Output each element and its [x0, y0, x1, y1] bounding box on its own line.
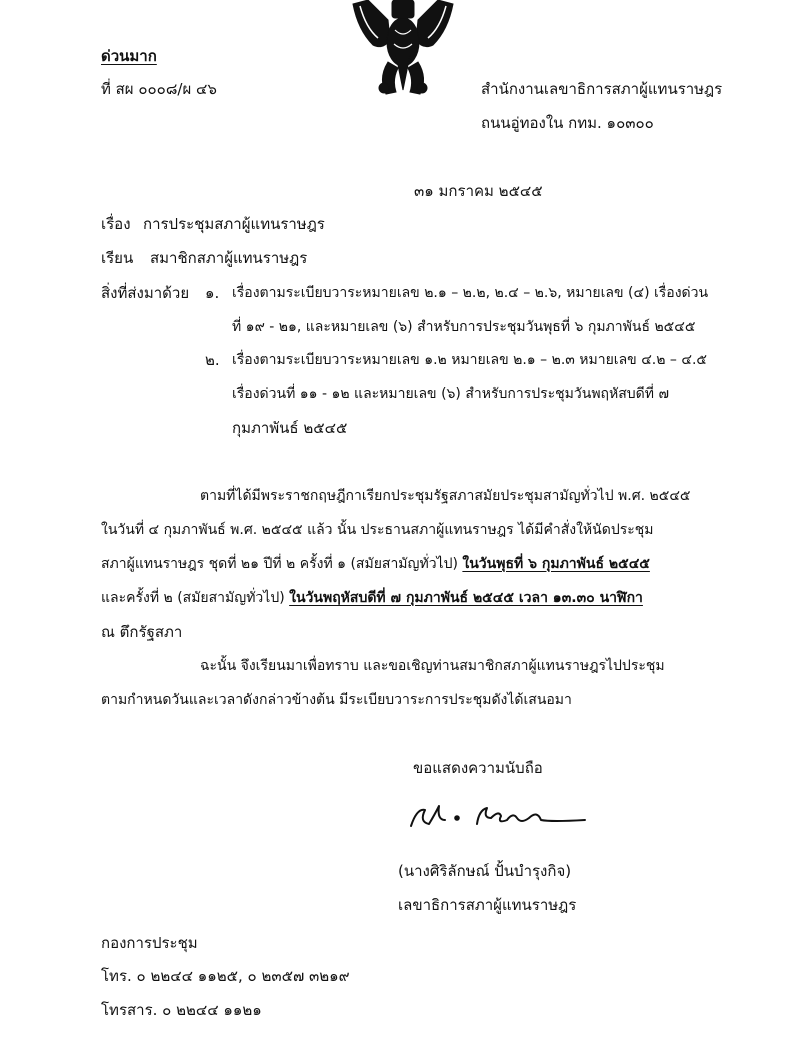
enclosure-2-number: ๒.	[205, 351, 220, 369]
garuda-emblem-icon	[348, 0, 458, 96]
enclosure-2-line-2: เรื่องด่วนที่ ๑๑ - ๑๒ และหมายเลข (๖) สำหรับการประชุมวันพฤหัสบดีที่ ๗	[232, 386, 669, 402]
signer-name: (นางศิริลักษณ์ ปั้นบำรุงกิจ)	[398, 862, 572, 880]
paragraph-1-line-5: ณ ตึกรัฐสภา	[101, 623, 183, 641]
signer-title: เลขาธิการสภาผู้แทนราษฎร	[398, 896, 577, 914]
enclosure-1-number: ๑.	[205, 284, 220, 302]
document-date: ๓๑ มกราคม ๒๕๔๕	[414, 182, 543, 200]
recipient-label: เรียน	[101, 249, 134, 267]
enclosure-1-line-2: ที่ ๑๙ - ๒๑, และหมายเลข (๖) สำหรับการประชุมวันพุธที่ ๖ กุมภาพันธ์ ๒๕๔๕	[232, 319, 696, 335]
paragraph-1-line-3	[101, 554, 650, 574]
subject-text: การประชุมสภาผู้แทนราษฎร	[143, 215, 325, 233]
enclosure-2-line-1: เรื่องตามระเบียบวาระหมายเลข ๑.๒ หมายเลข ๒.๑ – ๒.๓ หมายเลข ๔.๒ – ๔.๕	[232, 352, 708, 368]
division-name: กองการประชุม	[101, 934, 198, 952]
reference-number: ที่ สผ ๐๐๐๘/ผ ๔๖	[101, 80, 217, 98]
closing-salutation: ขอแสดงความนับถือ	[413, 759, 543, 777]
paragraph-1-line-3-text: สภาผู้แทนราษฎร ชุดที่ ๒๑ ปีที่ ๒ ครั้งที่ ๑ (สมัยสามัญทั่วไป)	[101, 556, 463, 572]
meeting-date-2: ในวันพฤหัสบดีที่ ๗ กุมภาพันธ์ ๒๕๔๕ เวลา ๑๓.๓๐ นาฬิกา	[289, 590, 643, 606]
recipient-text: สมาชิกสภาผู้แทนราษฎร	[150, 249, 308, 267]
office-address: ถนนอู่ทองใน กทม. ๑๐๓๐๐	[481, 114, 654, 132]
fax-number: โทรสาร. ๐ ๒๒๔๔ ๑๑๒๑	[101, 1001, 262, 1019]
handwritten-signature	[405, 796, 590, 836]
paragraph-1-line-4-text: และครั้งที่ ๒ (สมัยสามัญทั่วไป)	[101, 590, 290, 606]
paragraph-2-line-2: ตามกำหนดวันและเวลาดังกล่าวข้างต้น มีระเบียบวาระการประชุมดังได้เสนอมา	[101, 692, 572, 708]
subject-label: เรื่อง	[101, 215, 131, 233]
paragraph-1-line-4	[101, 588, 643, 608]
paragraph-2-line-1: ฉะนั้น จึงเรียนมาเพื่อทราบ และขอเชิญท่านสมาชิกสภาผู้แทนราษฎรไปประชุม	[200, 658, 665, 674]
paragraph-1-line-2: ในวันที่ ๔ กุมภาพันธ์ พ.ศ. ๒๕๔๕ แล้ว นั้น ประธานสภาผู้แทนราษฎร ได้มีคำสั่งให้นัดประชุม	[101, 522, 654, 538]
telephone-numbers: โทร. ๐ ๒๒๔๔ ๑๑๒๕, ๐ ๒๓๕๗ ๓๒๑๙	[101, 967, 350, 985]
paragraph-1-line-1: ตามที่ได้มีพระราชกฤษฎีกาเรียกประชุมรัฐสภาสมัยประชุมสามัญทั่วไป พ.ศ. ๒๕๔๕	[200, 488, 691, 504]
urgency-label: ด่วนมาก	[101, 47, 157, 65]
office-name: สำนักงานเลขาธิการสภาผู้แทนราษฎร	[481, 80, 723, 98]
meeting-date-1: ในวันพุธที่ ๖ กุมภาพันธ์ ๒๕๔๕	[462, 556, 650, 572]
enclosure-2-line-3: กุมภาพันธ์ ๒๕๔๕	[232, 419, 348, 437]
enclosures-label: สิ่งที่ส่งมาด้วย	[101, 284, 190, 302]
enclosure-1-line-1: เรื่องตามระเบียบวาระหมายเลข ๒.๑ – ๒.๒, ๒.๔ – ๒.๖, หมายเลข (๔) เรื่องด่วน	[232, 285, 709, 301]
